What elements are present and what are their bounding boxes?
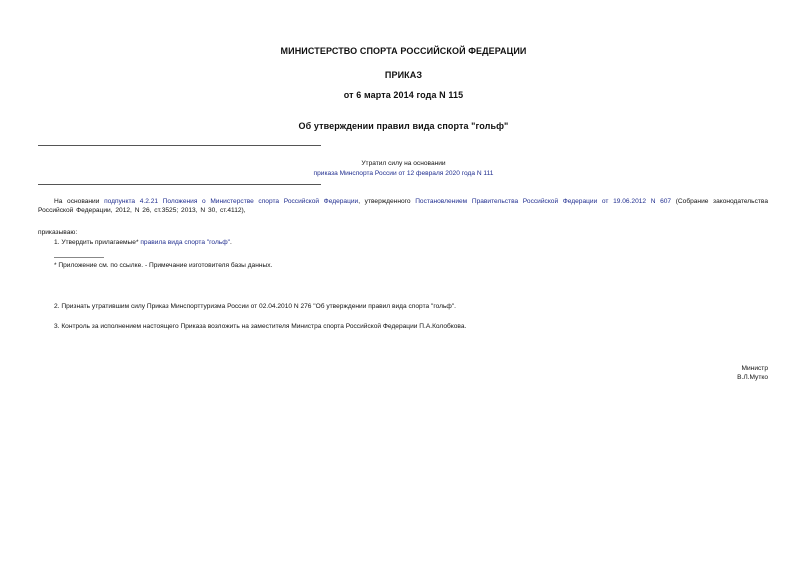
item-3: 3. Контроль за исполнением настоящего Приказа возложить на заместителя Министра спорта Российской Федерации П.А.Колобкова. — [54, 323, 467, 330]
order-word: приказываю: — [38, 229, 78, 236]
subject-heading: Об утверждении правил вида спорта "гольф" — [298, 121, 509, 131]
status-invalid-text: Утратил силу на основании — [361, 160, 446, 167]
footnote-divider — [54, 257, 104, 258]
ministry-heading: МИНИСТЕРСТВО СПОРТА РОССИЙСКОЙ ФЕДЕРАЦИИ — [280, 46, 527, 56]
item-1 — [54, 238, 232, 247]
date-number-heading: от 6 марта 2014 года N 115 — [343, 90, 464, 100]
doc-type-heading: ПРИКАЗ — [384, 70, 423, 80]
preamble-prefix: На основании — [54, 198, 100, 205]
footnote: * Приложение см. по ссылке. - Примечание изготовителя базы данных. — [54, 262, 273, 269]
item-2: 2. Признать утратившим силу Приказ Минспорттуризма России от 02.04.2010 N 276 "Об утверждении правил вида спорта "гольф". — [54, 303, 457, 310]
signature-name: В.Л.Мутко — [737, 374, 768, 381]
signature-title: Министр — [741, 365, 768, 372]
preamble-link-resolution[interactable]: Постановлением Правительства Российской Федерации от 19.06.2012 N 607 — [415, 198, 672, 205]
item-1-end: . — [230, 239, 232, 246]
preamble-middle: , утвержденного — [358, 198, 411, 205]
status-top-divider — [38, 145, 321, 146]
status-bottom-divider — [38, 184, 321, 185]
preamble-suffix: (Собрание законодательства Российской Федерации, 2012, N 26, ст.3525; 2013, N 30, ст.4112), — [38, 198, 768, 214]
item-1-rules-link[interactable]: правила вида спорта "гольф" — [140, 239, 231, 246]
item-1-text: 1. Утвердить прилагаемые* — [54, 239, 139, 246]
status-invalid-link[interactable]: приказа Минспорта России от 12 февраля 2020 года N 111 — [313, 170, 494, 177]
preamble-paragraph — [38, 197, 768, 215]
preamble-link-regulation[interactable]: подпункта 4.2.21 Положения о Министерстве спорта Российской Федерации — [104, 198, 359, 205]
